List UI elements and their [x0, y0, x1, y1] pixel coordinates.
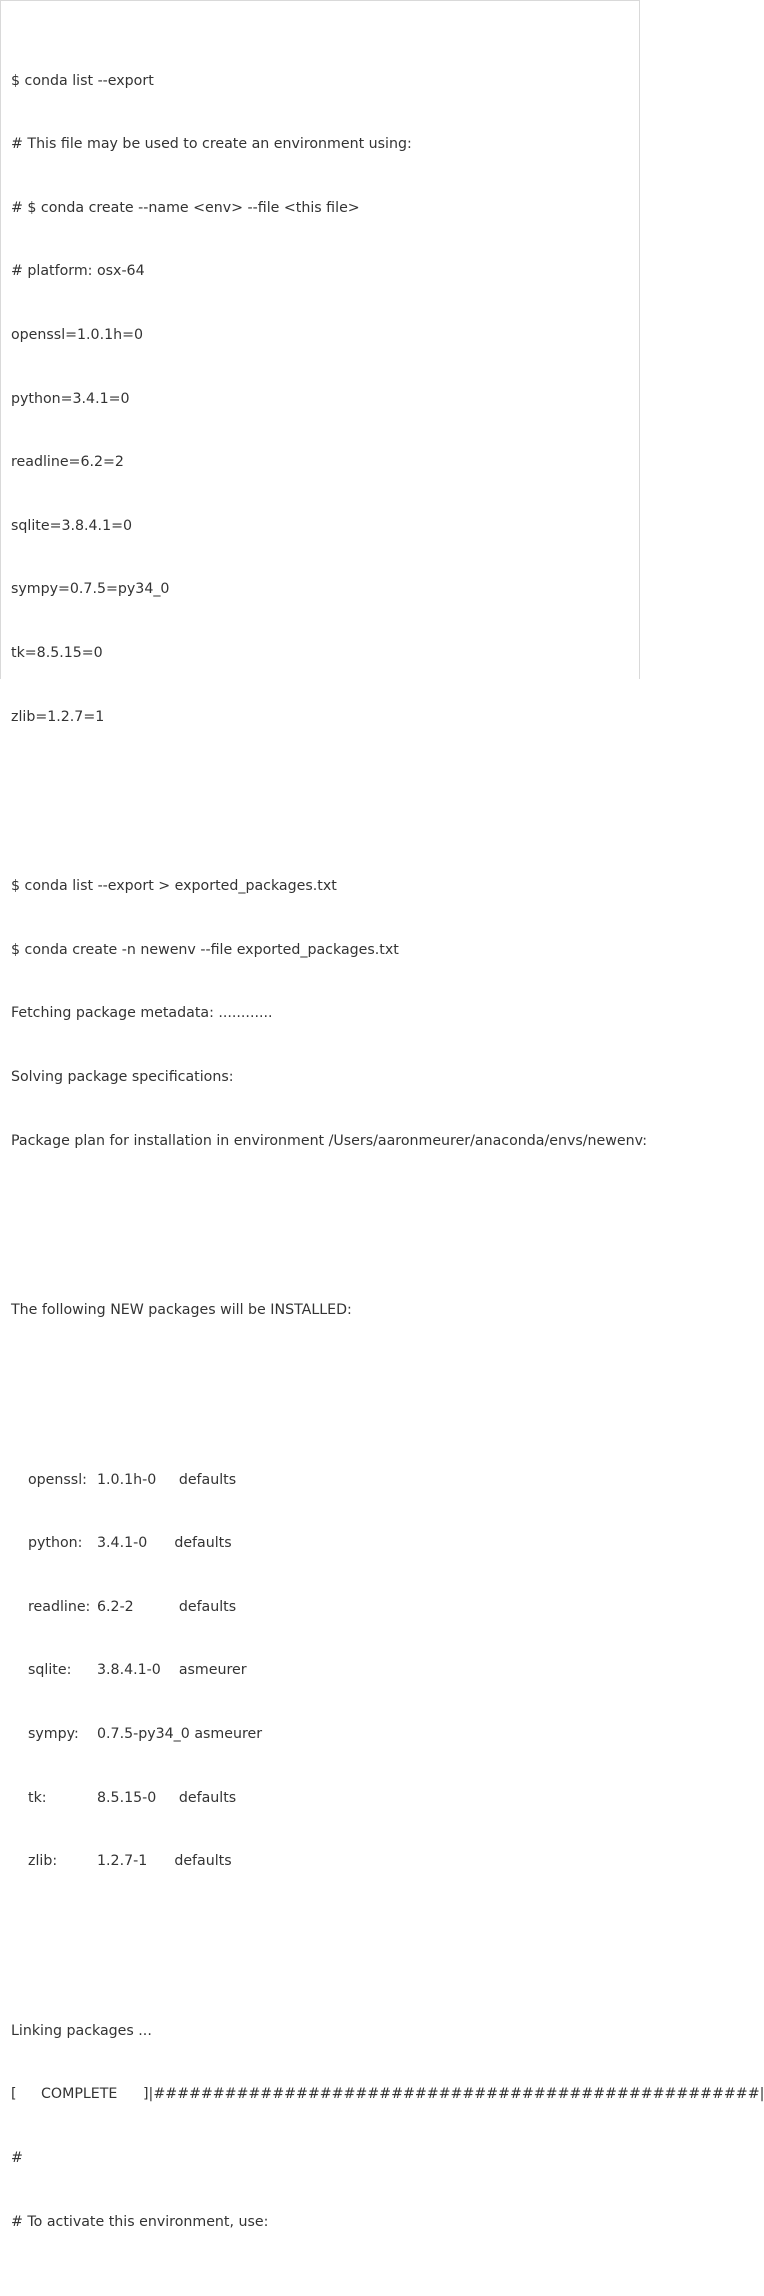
- package-version: 0.7.5-py34_0: [97, 1726, 190, 1743]
- new-packages-heading: The following NEW packages will be INSTALLED:: [11, 1302, 352, 1319]
- package-version: 1.0.1h-0: [97, 1471, 157, 1488]
- package-name: sympy:: [28, 1726, 79, 1743]
- comment-line: # $ conda create --name <env> --file <this file>: [11, 199, 360, 216]
- package-row: [11, 1788, 639, 1809]
- progress-bar: ]|###################################################|: [143, 2086, 764, 2103]
- package-name: sqlite:: [28, 1662, 72, 1679]
- package-row: [11, 1851, 639, 1872]
- package-version: 3.8.4.1-0: [97, 1662, 161, 1679]
- progress-line: [11, 2084, 764, 2105]
- blank-line: [11, 1215, 639, 1236]
- package-channel: asmeurer: [194, 1726, 263, 1743]
- output-line: Package plan for installation in environment /Users/aaronmeurer/anaconda/envs/newenv:: [11, 1132, 647, 1149]
- package-spec-line: zlib=1.2.7=1: [11, 708, 105, 725]
- package-channel: defaults: [178, 1598, 237, 1615]
- package-version: 1.2.7-1: [97, 1853, 148, 1870]
- package-channel: defaults: [174, 1853, 232, 1870]
- package-spec-line: sqlite=3.8.4.1=0: [11, 517, 133, 534]
- package-channel: asmeurer: [178, 1662, 247, 1679]
- package-row: [11, 1533, 639, 1554]
- progress-bracket: [: [11, 2086, 17, 2103]
- package-name: zlib:: [28, 1853, 58, 1870]
- blank-line: [11, 1385, 639, 1406]
- package-channel: defaults: [174, 1535, 232, 1552]
- package-row: [11, 1597, 639, 1618]
- package-spec-line: openssl=1.0.1h=0: [11, 326, 144, 343]
- package-version: 6.2-2: [97, 1598, 134, 1615]
- package-spec-line: sympy=0.7.5=py34_0: [11, 581, 170, 598]
- command-line: $ conda list --export > exported_packages.txt: [11, 878, 337, 895]
- package-spec-line: tk=8.5.15=0: [11, 644, 103, 661]
- package-name: python:: [28, 1535, 83, 1552]
- package-version: 3.4.1-0: [97, 1535, 148, 1552]
- command-line: $ conda list --export: [11, 72, 154, 89]
- linking-line: Linking packages ...: [11, 2022, 152, 2039]
- comment-line: # This file may be used to create an environment using:: [11, 136, 412, 153]
- package-row: [11, 1660, 639, 1681]
- package-name: readline:: [28, 1598, 91, 1615]
- package-row: [11, 1470, 639, 1491]
- blank-line: [11, 791, 639, 812]
- output-line: Solving package specifications:: [11, 1068, 234, 1085]
- package-name: openssl:: [28, 1471, 87, 1488]
- comment-line: # To activate this environment, use:: [11, 2213, 269, 2230]
- package-row: [11, 1724, 639, 1745]
- package-spec-line: readline=6.2=2: [11, 454, 124, 471]
- command-line: $ conda create -n newenv --file exported_packages.txt: [11, 941, 399, 958]
- blank-line: [11, 1936, 639, 1957]
- package-name: tk:: [28, 1789, 47, 1806]
- output-line: Fetching package metadata: ............: [11, 1005, 273, 1022]
- comment-line: #: [11, 2150, 23, 2167]
- package-version: 8.5.15-0: [97, 1789, 157, 1806]
- package-channel: defaults: [178, 1471, 237, 1488]
- comment-line: # platform: osx-64: [11, 263, 145, 280]
- progress-status: COMPLETE: [41, 2086, 118, 2103]
- package-spec-line: python=3.4.1=0: [11, 390, 130, 407]
- terminal-lines: [11, 7, 764, 2296]
- package-channel: defaults: [178, 1789, 237, 1806]
